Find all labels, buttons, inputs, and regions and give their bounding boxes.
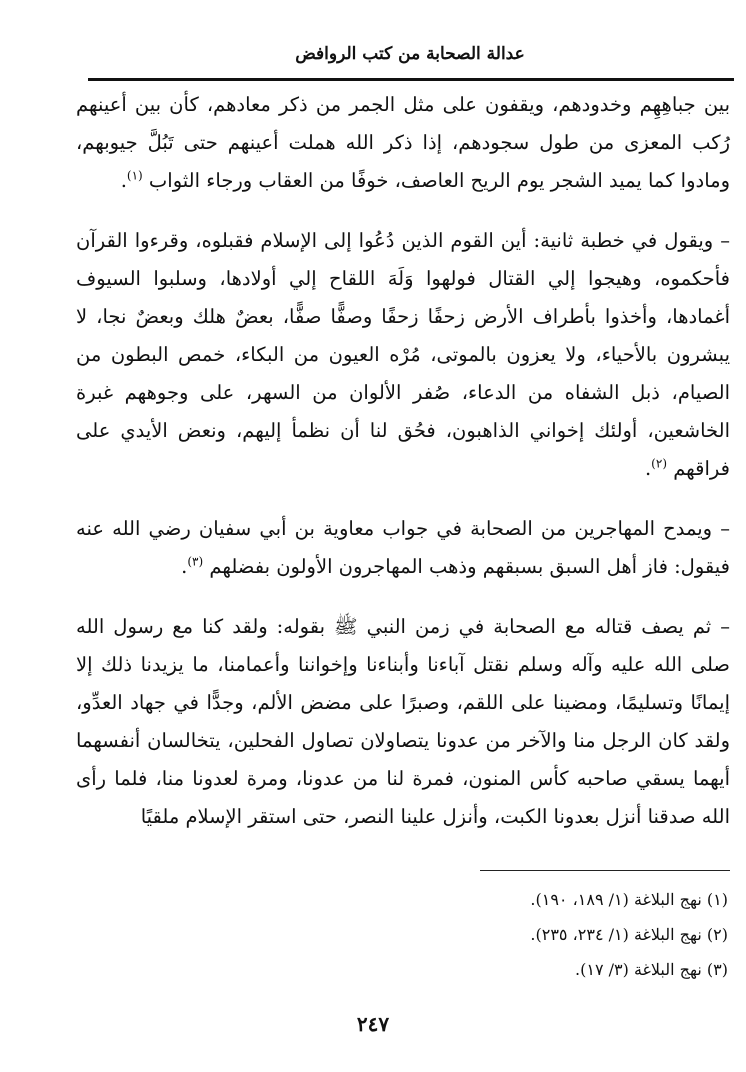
running-header-title: عدالة الصحابة من كتب الروافض [295, 44, 525, 64]
paragraph-1 [76, 86, 730, 200]
paragraph-ending: . [644, 457, 652, 480]
footnote-reference: (٢) [651, 456, 667, 471]
footnote-reference: (٣) [187, 554, 204, 569]
footnote-reference: (١) [126, 168, 143, 183]
paragraph-text: – ويمدح المهاجرين من الصحابة في جواب معاوية بن أبي سفيان رضي الله عنه فيقول: فاز أهل السبق بسبقهم وذهب المهاجرون الأولون بفضلهم [76, 517, 730, 578]
paragraph-text: بين جباهِهِم وخدودهم، ويقفون على مثل الجمر من ذكر معادهم، كأن بين أعينهم رُكب المعزى من طول سجودهم، إذا ذكر الله هملت أعينهم حتى تَبُلَّ جيوبهم، ومادوا كما يميد الشجر يوم الريح العاصف، خوفًا من العقاب ورجاء الثواب [76, 93, 730, 192]
page-number: ٢٤٧ [356, 1012, 390, 1036]
paragraph-ending: . [181, 555, 188, 578]
header-divider [88, 78, 734, 81]
footnote-1: (١) نهج البلاغة (١/ ١٨٩، ١٩٠). [530, 890, 728, 909]
footnote-2: (٢) نهج البلاغة (١/ ٢٣٤، ٢٣٥). [530, 925, 728, 944]
paragraph-2 [76, 222, 730, 488]
paragraph-4 [76, 608, 730, 836]
paragraph-text: – ويقول في خطبة ثانية: أين القوم الذين دُعُوا إلى الإسلام فقبلوه، وقرءوا القرآن فأحكموه، وهيجوا إلي القتال فولهوا وَلَهَ اللقاح إلي أولادها، وسلبوا السيوف أغمادها، وأخذوا بأطراف الأرض زحفًا زحفًا وصفًّا صفًّا، بعضٌ هلك وبعضٌ نجا، لا يبشرون بالأحياء، ولا يعزون بالموتى، مُرْه العيون من البكاء، خمص البطون من الصيام، ذبل الشفاه من الدعاء، صُفر الألوان من السهر، على وجوههم غبرة الخاشعين، أولئك إخواني الذاهبون، فحُق لنا أن نظمأ إليهم، ونعض الأيدي على فراقهم [76, 229, 730, 480]
main-text [76, 86, 730, 836]
paragraph-3 [76, 510, 730, 586]
footnotes [300, 882, 728, 987]
footnote-divider [480, 870, 730, 871]
paragraph-text: – ثم يصف قتاله مع الصحابة في زمن النبي ﷺ بقوله: ولقد كنا مع رسول الله صلى الله عليه وآله وسلم نقتل آباءنا وأبناءنا وإخواننا وأعمامنا، ما يزيدنا ذلك إلا إيمانًا وتسليمًا، ومضينا على اللقم، وصبرًا على مضض الألم، وجدًّا في جهاد العدِّو، ولقد كان الرجل منا والآخر من عدونا يتصاولان تصاول الفحلين، يتخالسان أنفسهما أيهما يسقي صاحبه كأس المنون، فمرة لنا من عدونا، ومرة لعدونا منا، فلما رأى الله صدقنا أنزل بعدونا الكبت، وأنزل علينا النصر، حتى استقر الإسلام ملقيًا [76, 615, 730, 828]
paragraph-ending: . [120, 169, 127, 192]
footnote-3: (٣) نهج البلاغة (٣/ ١٧). [575, 960, 728, 979]
